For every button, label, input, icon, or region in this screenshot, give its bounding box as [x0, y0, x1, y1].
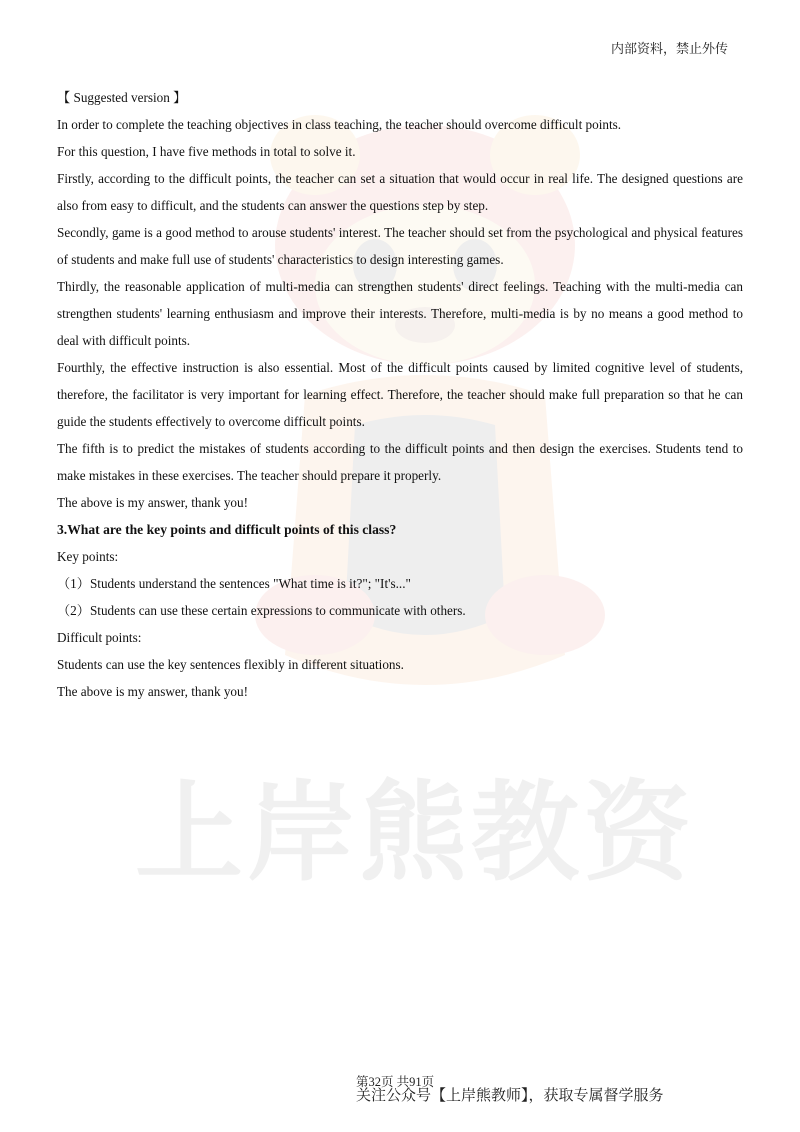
paragraph: Fourthly, the effective instruction is also essential. Most of the difficult points caused by limited cognitive level of students, therefore, the facilitator is very important for learning effect. Therefore, the teacher should make full preparation so that he can guide the students effectively to overcome difficult points.	[57, 360, 743, 429]
page-number: 第32页 共91页	[356, 1075, 435, 1089]
key-points-label: Key points:	[57, 549, 119, 564]
closing-line: The above is my answer, thank you!	[57, 684, 249, 699]
confidential-note: 内部资料，禁止外传	[610, 42, 728, 57]
difficult-points-label: Difficult points:	[57, 630, 142, 645]
paragraph: For this question, I have five methods in total to solve it.	[57, 144, 356, 159]
watermark-text: 上岸熊教资	[135, 771, 695, 890]
paragraph: The above is my answer, thank you!	[57, 495, 249, 510]
key-point-item: （1）Students understand the sentences "What time is it?"; "It's..."	[57, 576, 411, 591]
paragraph: Thirdly, the reasonable application of multi-media can strengthen students' direct feelings. Teaching with the multi-media can strengthen students' learning enthusiasm and improve their interests. Therefore, multi-media is by no means a good method to deal with difficult points.	[57, 279, 743, 348]
paragraph: Firstly, according to the difficult points, the teacher can set a situation that would occur in real life. The designed questions are also from easy to difficult, and the students can answer the questions step by step.	[57, 171, 743, 213]
paragraph: Secondly, game is a good method to arouse students' interest. The teacher should set from the psychological and physical features of students and make full use of students' characteristics to design interesting games.	[57, 225, 743, 267]
wechat-footer: 关注公众号【上岸熊教师】，获取专属督学服务	[356, 1086, 664, 1104]
paragraph: In order to complete the teaching objectives in class teaching, the teacher should overcome difficult points.	[57, 117, 622, 132]
key-point-item: （2）Students can use these certain expressions to communicate with others.	[57, 603, 466, 618]
paragraph: The fifth is to predict the mistakes of students according to the difficult points and then design the exercises. Students tend to make mistakes in these exercises. The teacher should prepare it properly.	[57, 441, 743, 483]
difficult-point-item: Students can use the key sentences flexibly in different situations.	[57, 657, 404, 672]
text-watermark	[135, 770, 695, 890]
document-body	[57, 84, 743, 705]
question-heading: 3.What are the key points and difficult points of this class?	[57, 522, 397, 537]
section-label: 【 Suggested version 】	[57, 90, 187, 105]
